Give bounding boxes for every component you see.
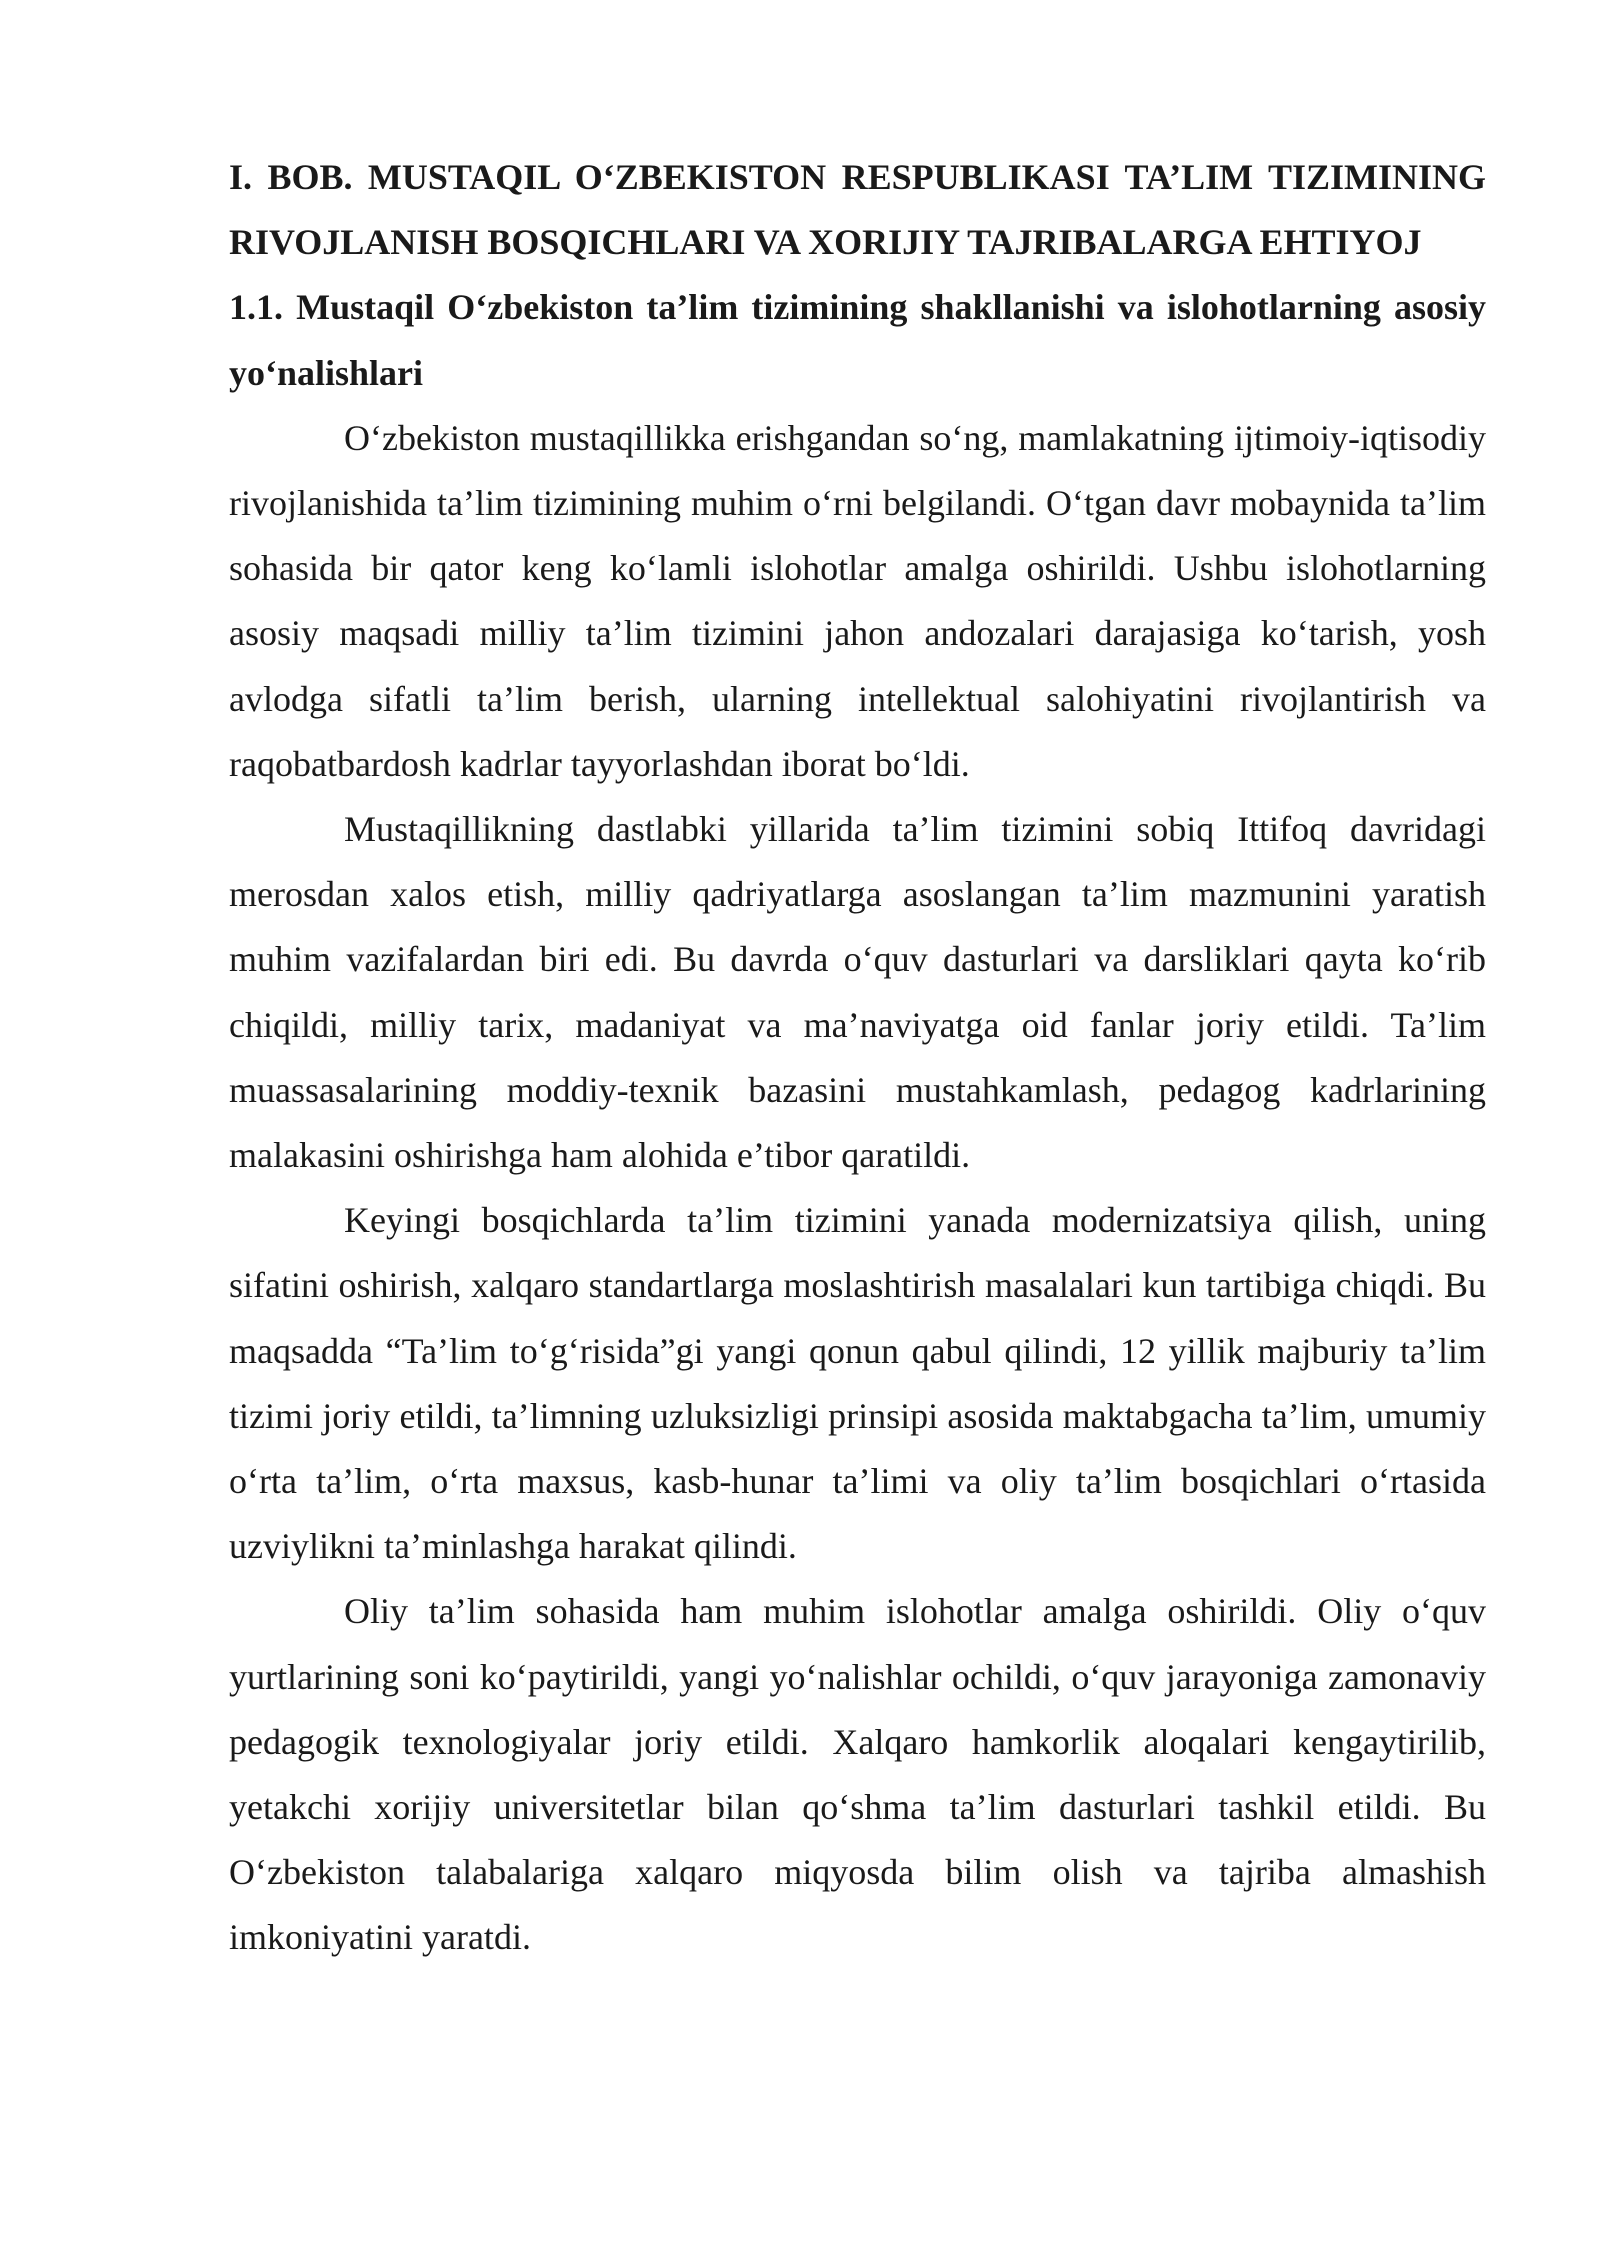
paragraph: Keyingi bosqichlarda ta’lim tizimini yanada modernizatsiya qilish, uning sifatini oshirish, xalqaro standartlarga moslashtirish masalalari kun tartibiga chiqdi. Bu maqsadda “Ta’lim to‘g‘risida”gi yangi qonun qabul qilindi, 12 yillik majburiy ta’lim tizimi joriy etildi, ta’limning uzluksizligi prinsipi asosida maktabgacha ta’lim, umumiy o‘rta ta’lim, o‘rta maxsus, kasb-hunar ta’limi va oliy ta’lim bosqichlari o‘rtasida uzviylikni ta’minlashga harakat qilindi. [229, 1200, 1486, 1567]
chapter-title: I. BOB. MUSTAQIL O‘ZBEKISTON RESPUBLIKASI TA’LIM TIZIMINING RIVOJLANISH BOSQICHLARI VA XORIJIY TAJRIBALARGA EHTIYOJ [229, 157, 1486, 263]
paragraph: Oliy ta’lim sohasida ham muhim islohotlar amalga oshirildi. Oliy o‘quv yurtlarining soni ko‘paytirildi, yangi yo‘nalishlar ochildi, o‘quv jarayoniga zamonaviy pedagogik texnologiyalar joriy etildi. Xalqaro hamkorlik aloqalari kengaytirilib, yetakchi xorijiy universitetlar bilan qo‘shma ta’lim dasturlari tashkil etildi. Bu O‘zbekiston talabalariga xalqaro miqyosda bilim olish va tajriba almashish imkoniyatini yaratdi. [229, 1591, 1486, 1958]
paragraph: O‘zbekiston mustaqillikka erishgandan so‘ng, mamlakatning ijtimoiy-iqtisodiy rivojlanishida ta’lim tizimining muhim o‘rni belgilandi. O‘tgan davr mobaynida ta’lim sohasida bir qator keng ko‘lamli islohotlar amalga oshirildi. Ushbu islohotlarning asosiy maqsadi milliy ta’lim tizimini jahon andozalari darajasiga ko‘tarish, yosh avlodga sifatli ta’lim berish, ularning intellektual salohiyatini rivojlantirish va raqobatbardosh kadrlar tayyorlashdan iborat bo‘ldi. [229, 417, 1486, 784]
section-title: 1.1. Mustaqil O‘zbekiston ta’lim tizimining shakllanishi va islohotlarning asosiy yo‘nalishlari [229, 287, 1486, 393]
paragraph: Mustaqillikning dastlabki yillarida ta’lim tizimini sobiq Ittifoq davridagi merosdan xalos etish, milliy qadriyatlarga asoslangan ta’lim mazmunini yaratish muhim vazifalardan biri edi. Bu davrda o‘quv dasturlari va darsliklari qayta ko‘rib chiqildi, milliy tarix, madaniyat va ma’naviyatga oid fanlar joriy etildi. Ta’lim muassasalarining moddiy-texnik bazasini mustahkamlash, pedagog kadrlarining malakasini oshirishga ham alohida e’tibor qaratildi. [229, 809, 1486, 1176]
page-content [229, 145, 1486, 1971]
